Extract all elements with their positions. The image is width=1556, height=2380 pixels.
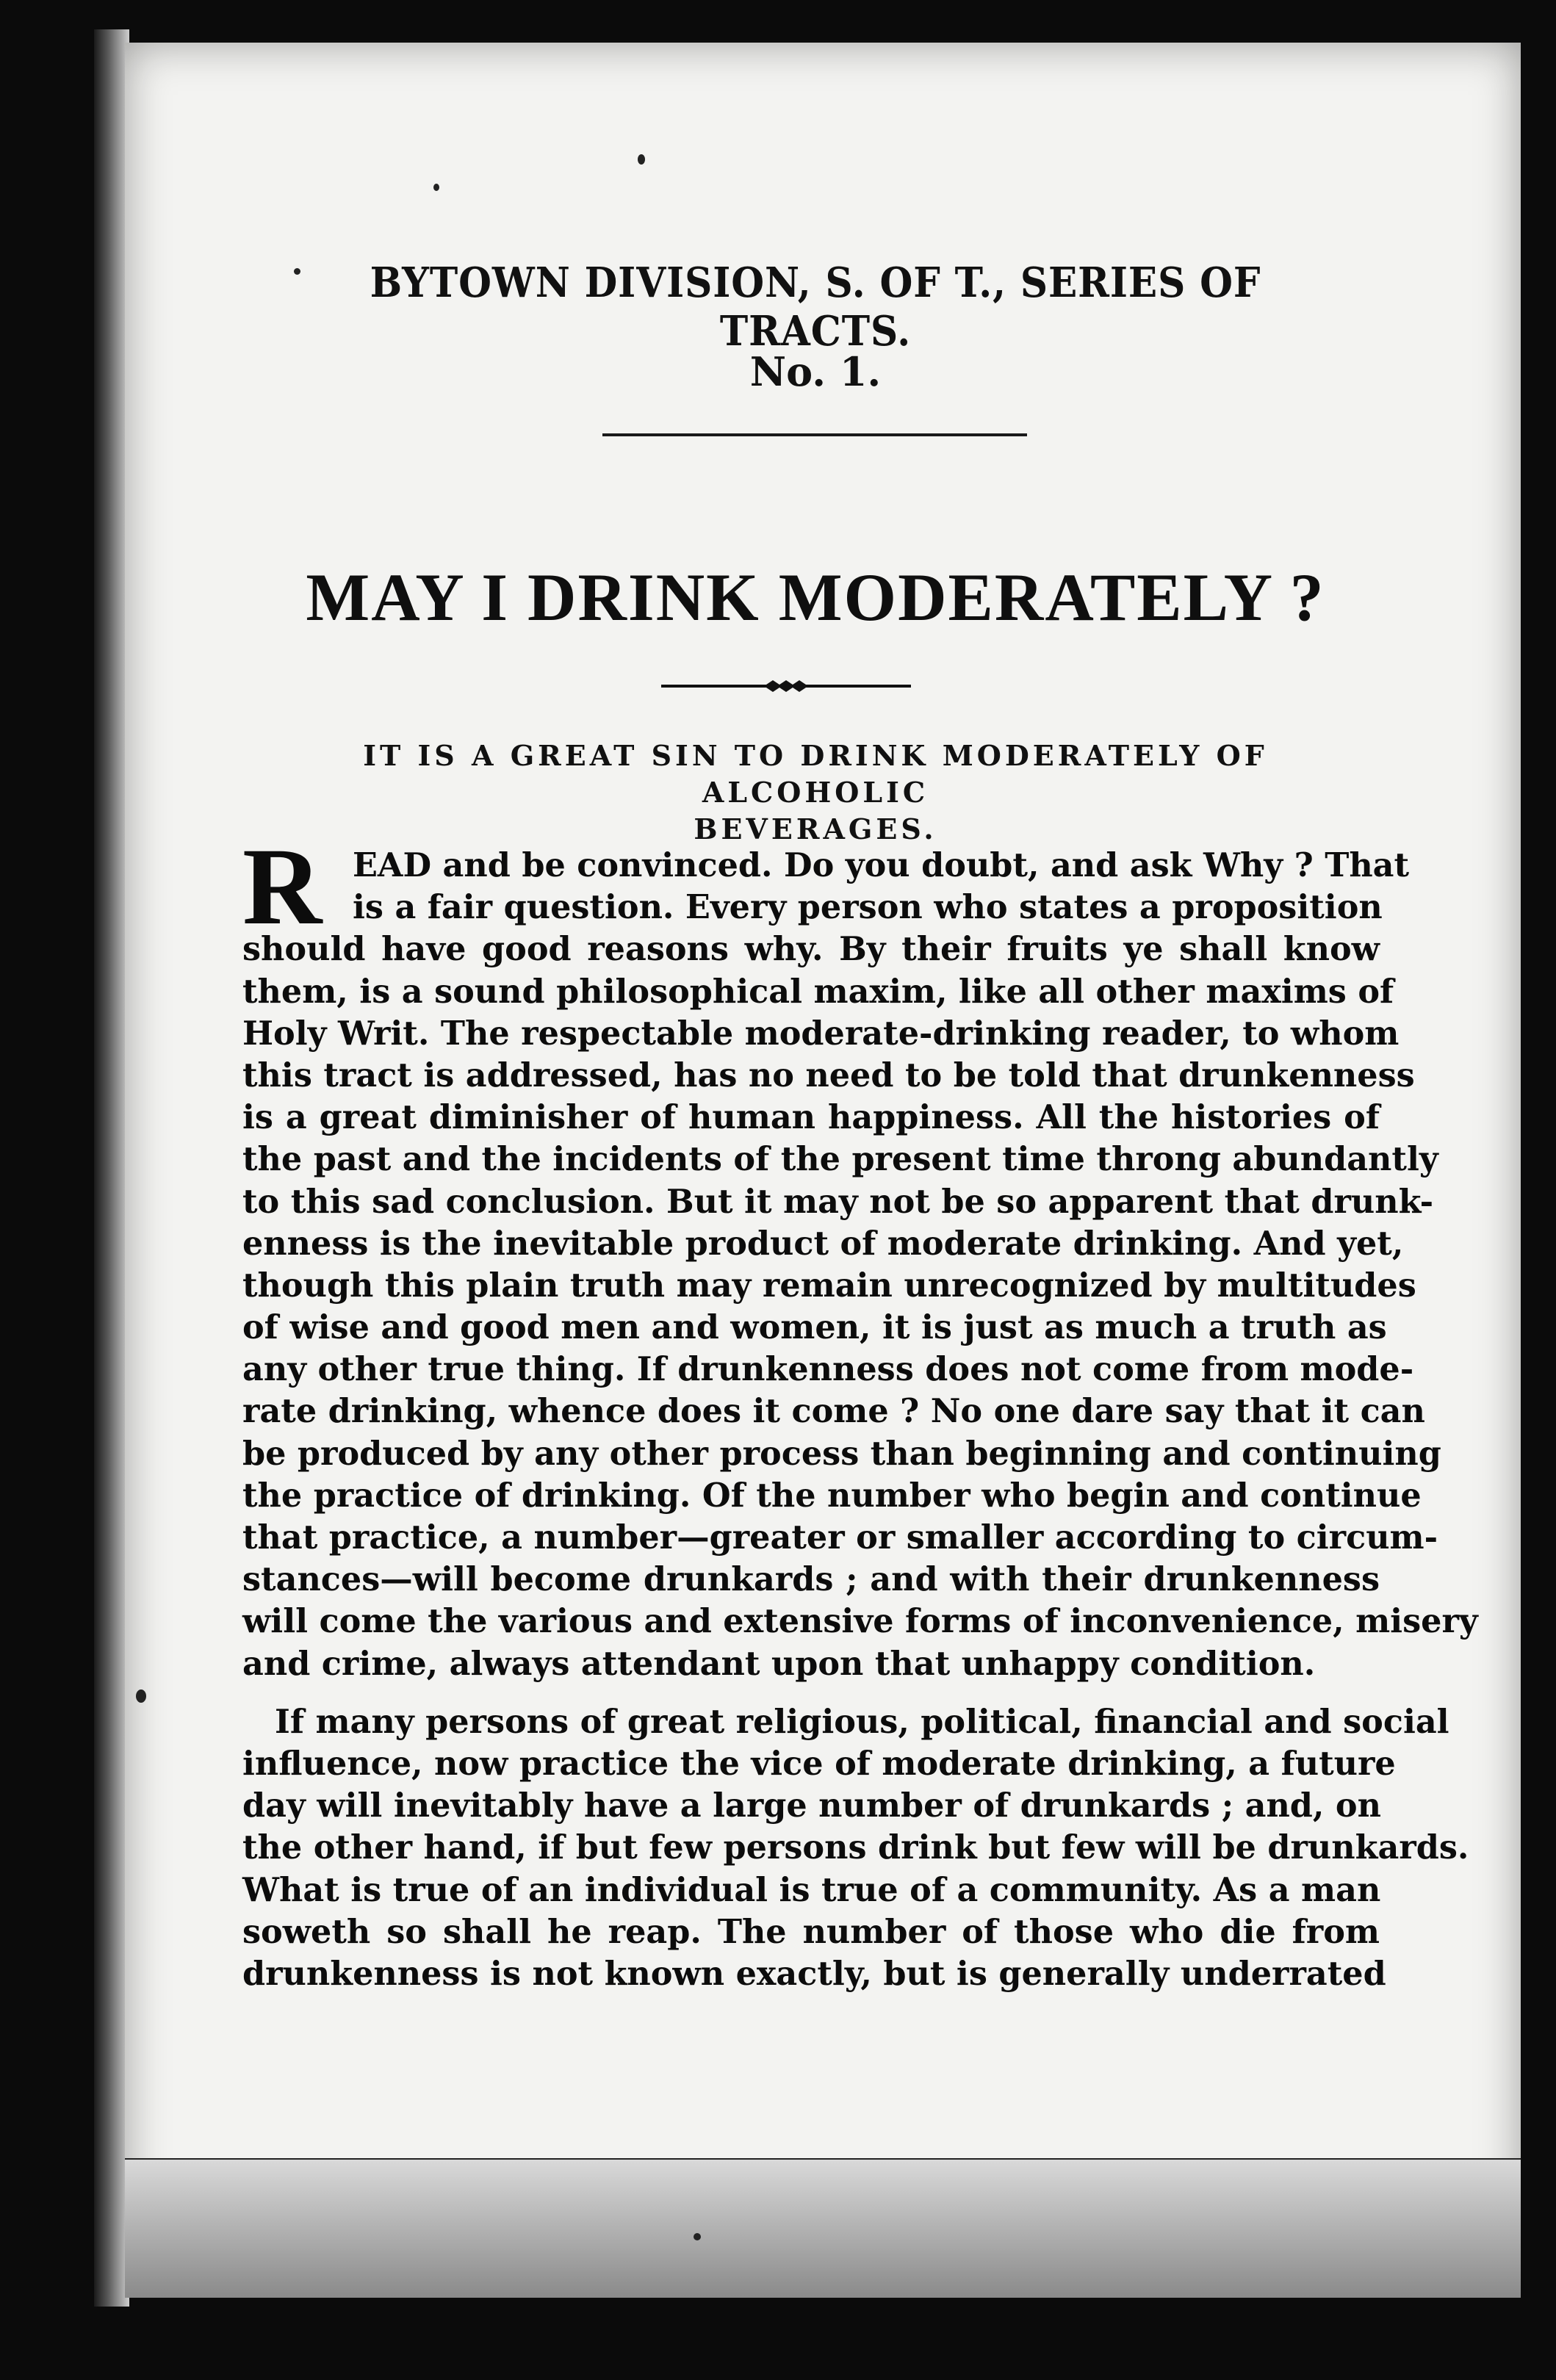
drop-cap: R — [242, 826, 323, 948]
binding-edge — [94, 29, 129, 2307]
ink-speck — [694, 2233, 701, 2240]
text-line: is a great diminisher of human happiness. All the histories of — [242, 1098, 1380, 1137]
text-line: them, is a sound philosophical maxim, like all other maxims of — [242, 972, 1394, 1011]
text-line: though this plain truth may remain unrecognized by multitudes — [242, 1266, 1416, 1305]
text-line: influence, now practice the vice of moderate drinking, a future — [242, 1744, 1396, 1783]
subheading-line-2: BEVERAGES. — [694, 812, 937, 845]
subheading — [250, 738, 1381, 848]
paragraph-2 — [242, 1701, 1469, 1995]
text-line: that practice, a number—greater or smaller according to circum- — [242, 1518, 1438, 1557]
text-line: stances—will become drunkards ; and with their drunkenness — [242, 1560, 1380, 1599]
text-line: the past and the incidents of the present time throng abundantly — [242, 1140, 1438, 1179]
text-line: rate drinking, whence does it come ? No one dare say that it can — [242, 1392, 1425, 1431]
ink-speck — [294, 268, 300, 275]
text-line: If many persons of great religious, political, financial and social — [275, 1702, 1449, 1741]
text-line: the other hand, if but few persons drink but few will be drunkards. — [242, 1828, 1469, 1867]
text-line: EAD and be convinced. Do you doubt, and ask Why ? That — [353, 846, 1410, 884]
text-line: and crime, always attendant upon that unhappy condition. — [242, 1644, 1316, 1683]
header-rule — [602, 433, 1027, 436]
text-line: of wise and good men and women, it is just as much a truth as — [242, 1308, 1387, 1347]
text-line: What is true of an individual is true of a community. As a man — [242, 1870, 1381, 1909]
page-bottom-margin — [125, 2160, 1521, 2298]
ink-speck — [638, 154, 645, 165]
text-line: day will inevitably have a large number of drunkards ; and, on — [242, 1786, 1381, 1825]
text-line: enness is the inevitable product of moderate drinking. And yet, — [242, 1224, 1404, 1263]
ornament-divider-icon — [661, 677, 911, 695]
paragraph-1 — [242, 845, 1478, 1685]
text-line: any other true thing. If drunkenness does not come from mode- — [242, 1350, 1414, 1389]
text-line: the practice of drinking. Of the number who begin and continue — [242, 1476, 1422, 1515]
text-line: should have good reasons why. By their fruits ye shall know — [242, 930, 1380, 969]
text-line: soweth so shall he reap. The number of those who die from — [242, 1912, 1380, 1951]
page-title: MAY I DRINK MODERATELY ? — [306, 560, 1325, 635]
text-line: drunkenness is not known exactly, but is generally underrated — [242, 1954, 1386, 1993]
subheading-line-1: IT IS A GREAT SIN TO DRINK MODERATELY OF ALCOHOLIC — [363, 739, 1268, 809]
text-line: this tract is addressed, has no need to be told that drunkenness — [242, 1056, 1415, 1095]
text-line: is a fair question. Every person who states a proposition — [353, 888, 1383, 927]
text-line: will come the various and extensive forms of inconvenience, misery — [242, 1602, 1478, 1641]
text-line: Holy Writ. The respectable moderate-drinking reader, to whom — [242, 1014, 1400, 1053]
text-line: to this sad conclusion. But it may not be so apparent that drunk- — [242, 1182, 1434, 1221]
ink-speck — [433, 184, 439, 191]
tract-number: No. 1. — [749, 348, 882, 395]
text-line: be produced by any other process than beginning and continuing — [242, 1434, 1441, 1473]
series-heading: BYTOWN DIVISION, S. OF T., SERIES OF TRACTS. — [370, 259, 1261, 356]
ink-speck — [136, 1690, 146, 1703]
